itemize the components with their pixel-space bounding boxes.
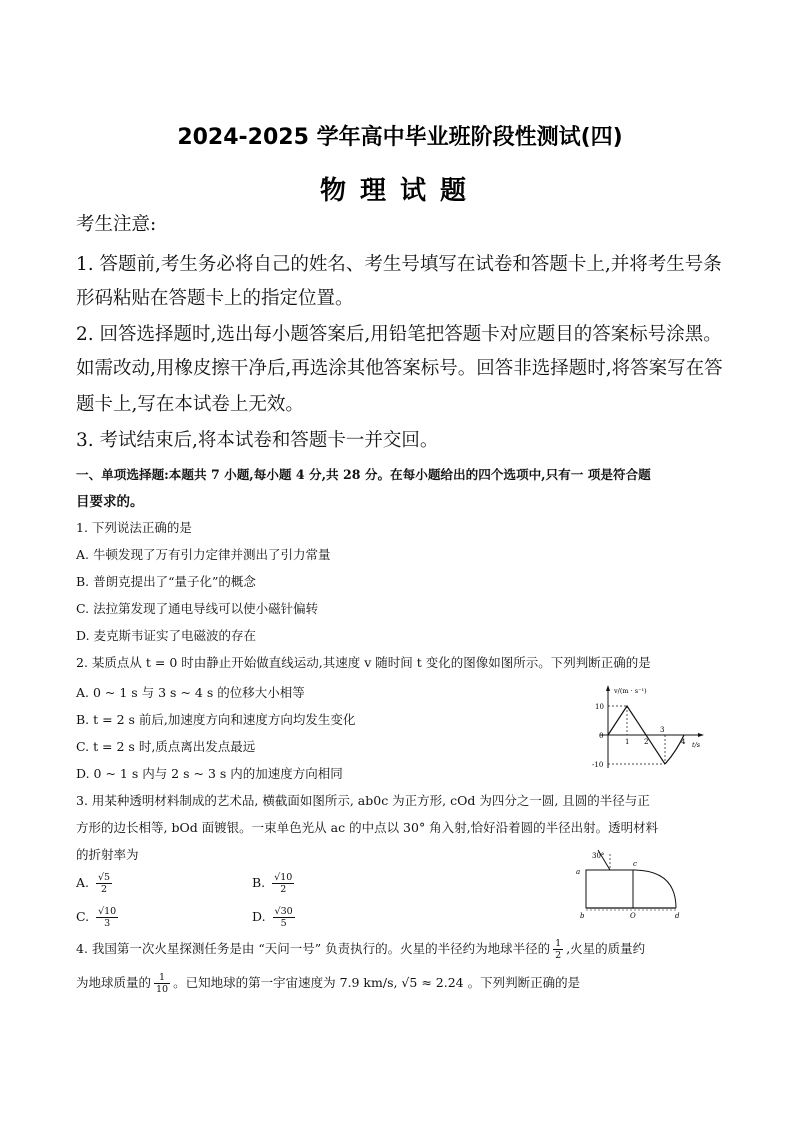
q4-stem bbox=[76, 938, 645, 961]
tick-3: 3 bbox=[660, 726, 665, 734]
numerator: √10 bbox=[274, 872, 293, 883]
graph-y-label: v/(m · s⁻¹) bbox=[614, 687, 647, 695]
q1-option-d: D. 麦克斯韦证实了电磁波的存在 bbox=[76, 628, 257, 643]
numerator: 1 bbox=[154, 972, 170, 984]
fraction bbox=[272, 872, 294, 895]
tick-1: 1 bbox=[625, 738, 630, 746]
notice-line: 题卡上,写在本试卷上无效。 bbox=[76, 394, 304, 415]
tick-0: 0 bbox=[599, 732, 604, 740]
q3-stem-cont: 方形的边长相等, bOd 面镀银。一束单色光从 ac 的中点以 30° 角入射,恰好沿着圆的半径出射。透明材料 bbox=[76, 820, 659, 835]
q4-text: 为地球质量的 bbox=[76, 975, 152, 990]
q1-stem: 1. 下列说法正确的是 bbox=[76, 520, 192, 535]
q4-stem-cont bbox=[76, 972, 580, 995]
numerator: √5 bbox=[98, 872, 111, 883]
q3-option-c bbox=[76, 906, 121, 929]
fraction bbox=[96, 906, 118, 929]
denominator: 2 bbox=[101, 884, 108, 895]
subject-title: 物理试题 bbox=[319, 176, 480, 206]
tick-10: 10 bbox=[595, 703, 604, 711]
x-axis-arrow bbox=[698, 733, 704, 737]
denominator: 3 bbox=[104, 918, 111, 929]
q1-option-b: B. 普朗克提出了“量子化”的概念 bbox=[76, 574, 256, 589]
numerator: √10 bbox=[98, 906, 117, 917]
angle-label: 30° bbox=[592, 852, 605, 860]
option-label: A. bbox=[76, 875, 90, 890]
notice-line: 1. 答题前,考生务必将自己的姓名、考生号填写在试卷和答题卡上,并将考生号条 bbox=[76, 254, 722, 275]
notice-heading: 考生注意: bbox=[76, 214, 157, 235]
label-o: O bbox=[630, 912, 636, 920]
label-c: c bbox=[633, 860, 637, 868]
numerator: 1 bbox=[555, 938, 562, 949]
q3-stem: 3. 用某种透明材料制成的艺术品, 横截面如图所示, ab0c 为正方形, cOd 为四分之一圆, 且圆的半径与正 bbox=[76, 793, 650, 808]
exam-title: 2024-2025 学年高中毕业班阶段性测试(四) bbox=[177, 125, 623, 150]
notice-line: 形码粘贴在答题卡上的指定位置。 bbox=[76, 288, 354, 309]
square-shape bbox=[586, 870, 633, 908]
q3-option-b bbox=[252, 872, 297, 895]
q3-option-d bbox=[252, 906, 298, 929]
fraction-tenth bbox=[154, 972, 170, 995]
denominator: 10 bbox=[156, 984, 169, 995]
section-heading: 一、单项选择题:本题共 7 小题,每小题 4 分,共 28 分。在每小题给出的四个选项中,只有一 项是符合题 bbox=[76, 467, 651, 482]
tick-2: 2 bbox=[644, 738, 649, 746]
label-a: a bbox=[576, 868, 581, 876]
q2-option-a: A. 0 ~ 1 s 与 3 s ~ 4 s 的位移大小相等 bbox=[76, 685, 305, 700]
fraction bbox=[96, 872, 112, 895]
tick-4: 4 bbox=[681, 738, 686, 746]
tick-neg10: -10 bbox=[592, 761, 604, 769]
graph-x-label: t/s bbox=[692, 741, 701, 749]
q3-option-a bbox=[76, 872, 115, 895]
label-d: d bbox=[675, 912, 680, 920]
y-axis-arrow bbox=[606, 685, 610, 691]
quarter-circle bbox=[633, 870, 676, 908]
option-label: B. bbox=[252, 875, 266, 890]
q4-text: 。已知地球的第一宇宙速度为 7.9 km/s, √5 ≈ 2.24 。下列判断正确的是 bbox=[173, 975, 581, 990]
section-heading-cont: 目要求的。 bbox=[76, 494, 144, 510]
q3-figure bbox=[572, 848, 692, 920]
fraction-half bbox=[553, 938, 563, 961]
denominator: 2 bbox=[555, 950, 562, 961]
velocity-time-graph bbox=[592, 682, 712, 772]
q2-option-b: B. t = 2 s 前后,加速度方向和速度方向均发生变化 bbox=[76, 712, 356, 727]
label-b: b bbox=[580, 912, 585, 920]
fraction bbox=[273, 906, 295, 929]
denominator: 2 bbox=[280, 884, 287, 895]
q4-text: ,火星的质量约 bbox=[566, 941, 646, 956]
q3-stem-cont: 的折射率为 bbox=[76, 847, 139, 862]
numerator: √30 bbox=[274, 906, 293, 917]
q2-stem: 2. 某质点从 t = 0 时由静止开始做直线运动,其速度 v 随时间 t 变化的图像如图所示。下列判断正确的是 bbox=[76, 655, 651, 670]
q1-option-a: A. 牛顿发现了万有引力定律并测出了引力常量 bbox=[76, 547, 331, 562]
denominator: 5 bbox=[280, 918, 287, 929]
option-label: C. bbox=[76, 909, 90, 924]
notice-line: 如需改动,用橡皮擦干净后,再选涂其他答案标号。回答非选择题时,将答案写在答 bbox=[76, 358, 723, 379]
notice-line: 2. 回答选择题时,选出每小题答案后,用铅笔把答题卡对应题目的答案标号涂黑。 bbox=[76, 324, 722, 345]
q4-text: 4. 我国第一次火星探测任务是由 “天问一号” 负责执行的。火星的半径约为地球半径的 bbox=[76, 941, 551, 956]
q1-option-c: C. 法拉第发现了通电导线可以使小磁针偏转 bbox=[76, 601, 319, 616]
notice-line: 3. 考试结束后,将本试卷和答题卡一并交回。 bbox=[76, 430, 439, 451]
option-label: D. bbox=[252, 909, 266, 924]
q2-option-c: C. t = 2 s 时,质点离出发点最远 bbox=[76, 739, 256, 754]
q2-option-d: D. 0 ~ 1 s 内与 2 s ~ 3 s 内的加速度方向相同 bbox=[76, 766, 343, 781]
